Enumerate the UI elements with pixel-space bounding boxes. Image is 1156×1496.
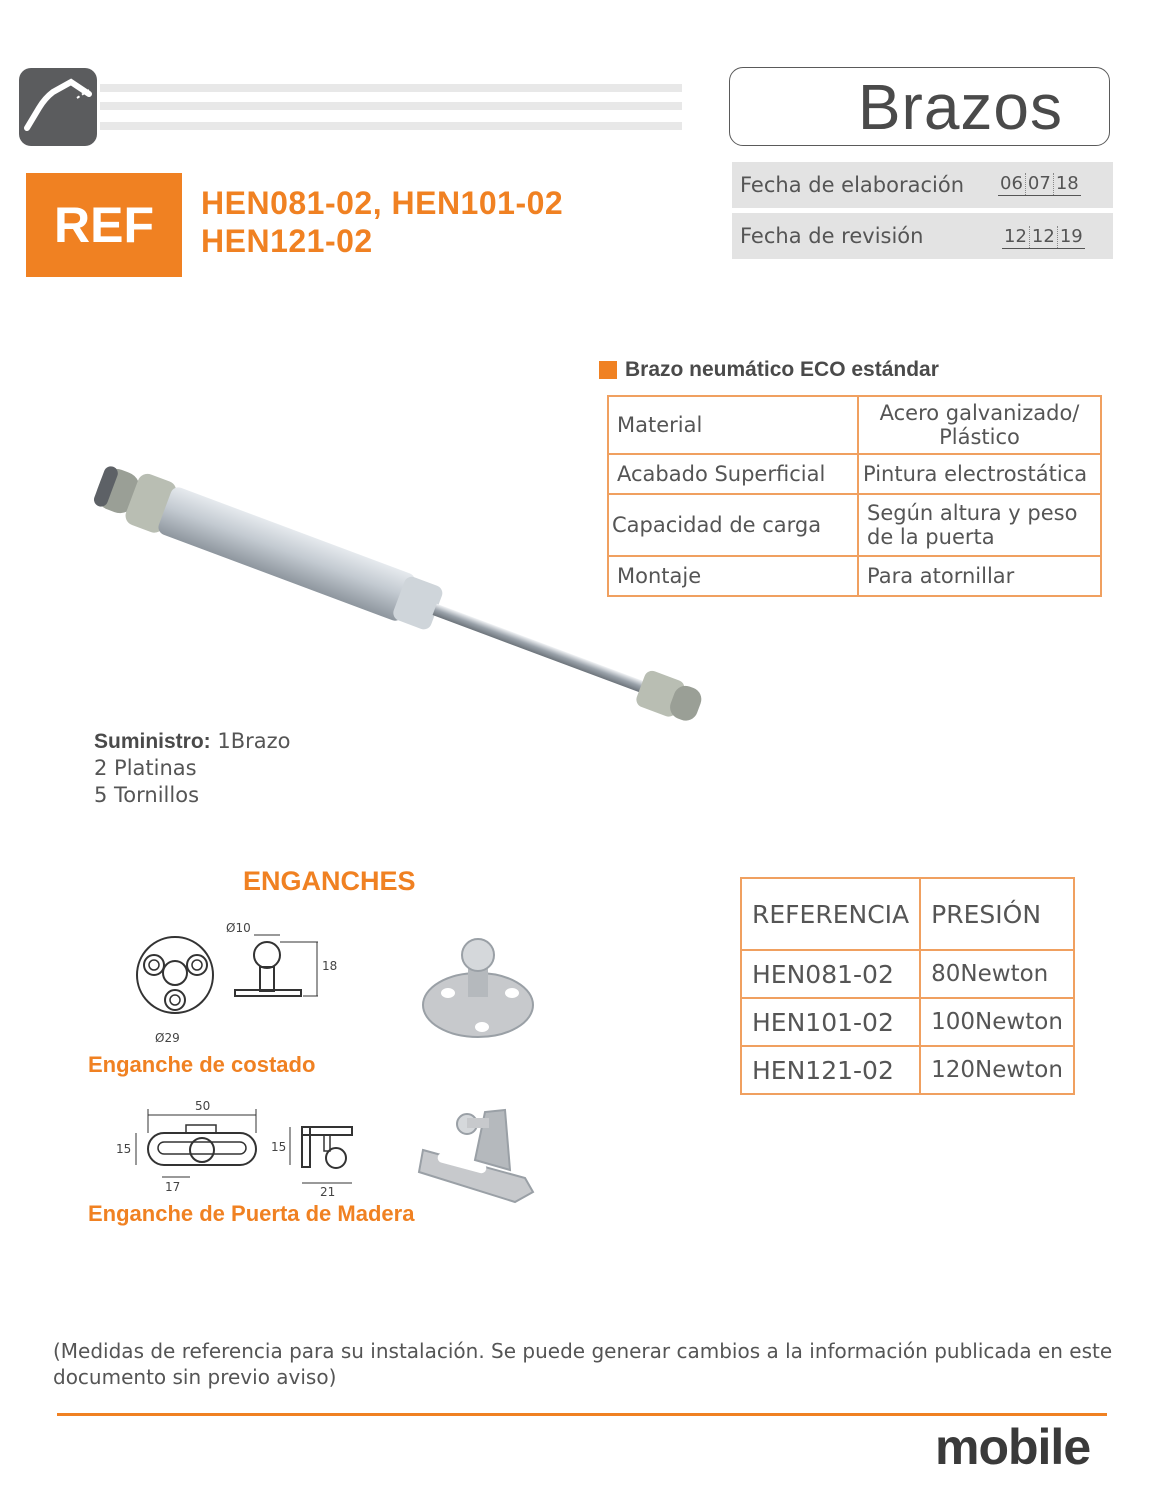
side-bracket-caption: Enganche de costado [88,1052,316,1077]
pressure-value: 80Newton [920,950,1074,998]
disclaimer-note: (Medidas de referencia para su instalación. Se puede generar cambios a la información publicada en este documento sin previo aviso) [53,1339,1113,1389]
side-bracket-photo [420,935,540,1045]
door-bracket-drawing [110,1095,370,1200]
pressure-row [741,998,1074,1046]
door-bracket-caption: Enganche de Puerta de Madera [88,1201,415,1226]
created-month: 07 [1025,173,1053,195]
supply-item: 5 Tornillos [94,783,200,807]
spec-row [608,556,1101,596]
spec-key: Material [608,396,858,454]
page-title: Brazos [857,70,1063,143]
pressure-ref: HEN081-02 [741,950,920,998]
pressure-row [741,1046,1074,1094]
ref-codes-line1: HEN081-02, HEN101-02 [201,185,564,221]
supply-item: 1Brazo [217,729,291,753]
revised-date-label: Fecha de revisión [740,224,924,248]
footer-rule [57,1413,1107,1416]
spec-title-text: Brazo neumático ECO estándar [625,358,939,381]
created-year: 18 [1053,173,1081,195]
header-stripe [100,122,682,130]
pressure-ref: HEN101-02 [741,998,920,1046]
revised-day: 12 [1004,226,1027,247]
spec-value: Pintura electrostática [858,454,1101,494]
spec-key: Capacidad de carga [608,494,858,556]
side-bracket-drawing [120,915,360,1050]
dim-head: Ø10 [226,921,251,935]
dim-length: 50 [195,1099,211,1113]
spec-row [608,494,1101,556]
revised-date-value [1002,226,1085,249]
created-date-value [998,173,1081,196]
category-icon [19,68,97,146]
pressure-ref: HEN121-02 [741,1046,920,1094]
pressure-value: 120Newton [920,1046,1074,1094]
dim-height: 18 [322,959,338,973]
pressure-header-ref: REFERENCIA [741,878,920,950]
pressure-header-value: PRESIÓN [920,878,1074,950]
dim-height-b: 15 [271,1140,287,1154]
revised-month: 12 [1029,226,1057,248]
enganches-title: ENGANCHES [243,866,416,896]
supply-label: Suministro: [94,730,211,753]
spec-title [599,358,939,382]
supply-item: 2 Platinas [94,756,197,780]
ref-badge: REF [26,173,182,277]
pressure-value: 100Newton [920,998,1074,1046]
dim-base: Ø29 [155,1031,180,1045]
spec-value: Según altura y peso de la puerta [858,494,1101,556]
spec-table [607,395,1102,597]
brand-logo: mobile [935,1419,1091,1475]
dim-offset: 17 [165,1180,181,1194]
spec-row [608,454,1101,494]
pressure-table [740,877,1075,1095]
supply-block [94,728,291,809]
spec-key: Acabado Superficial [608,454,858,494]
spec-row [608,396,1101,454]
header-stripe [100,84,682,92]
bullet-square-icon [599,361,617,379]
pressure-row [741,950,1074,998]
revised-year: 19 [1057,226,1085,248]
spec-value: Acero galvanizado/ Plástico [858,396,1101,454]
revised-date-row [732,213,1113,259]
ref-codes-line2: HEN121-02 [201,223,373,259]
spec-value: Para atornillar [858,556,1101,596]
header-stripe [100,102,682,110]
door-bracket-photo [415,1100,540,1210]
pressure-header-row [741,878,1074,950]
dim-height-a: 15 [116,1142,132,1156]
spec-key: Montaje [608,556,858,596]
created-date-row [732,162,1113,208]
created-day: 06 [1000,173,1023,194]
created-date-label: Fecha de elaboración [740,173,965,197]
dim-width: 21 [320,1185,336,1199]
